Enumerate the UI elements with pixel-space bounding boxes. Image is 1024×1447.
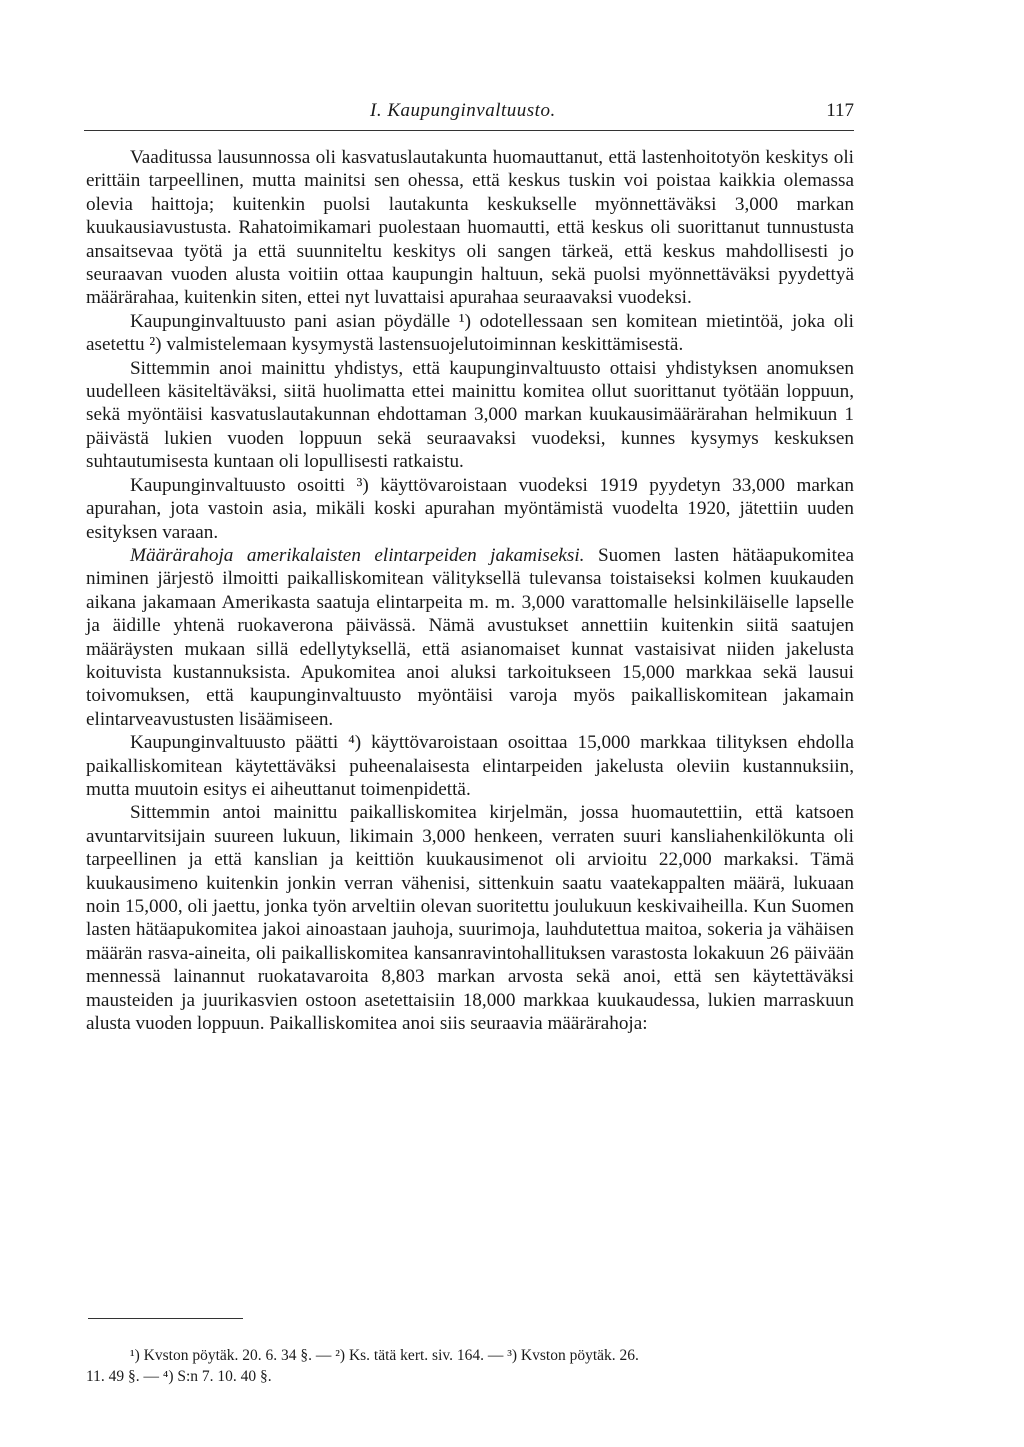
paragraph: Kaupunginvaltuusto osoitti ³) käyttövaroistaan vuodeksi 1919 pyydetyn 33,000 markan apurahan, jota vastoin asia, mikäli koski apurahan myöntämistä vuodelta 1920, jätettiin uuden esityksen varaan. <box>86 474 854 543</box>
section-heading: Määrärahoja amerikalaisten elintarpeiden jakamiseksi. <box>130 544 585 566</box>
footnotes <box>86 1345 876 1387</box>
paragraph-text: Suomen lasten hätäapukomitea niminen järjestö ilmoitti paikalliskomitean välityksellä tulevansa toistaiseksi kolmen kuukauden aikana jakamaan Amerikasta saatuja elintarpeita m. m. 3,000 varattomalle helsinkiläiselle lapselle ja äidille yhtenä ruokaverona päivässä. Nämä avustukset annettiin kuitenkin siitä saatujen määräysten mukaan sillä edellytyksellä, että asianomaiset kunnat vastaisivat niiden jakelusta koituvista kustannuksista. Apukomitea anoi aluksi tarkoitukseen 15,000 markkaa sekä lausui toivomuksen, että kaupunginvaltuusto myöntäisi varoja myös paikalliskomitean jakamain elintarveavustusten lisäämiseen. <box>86 544 854 730</box>
paragraph <box>86 544 854 731</box>
header-rule <box>84 130 854 131</box>
paragraph: Vaaditussa lausunnossa oli kasvatuslautakunta huomauttanut, että lastenhoitotyön keskitys oli erittäin tarpeellinen, mutta mainitsi sen ohessa, että keskus tuskin voi poistaa kaikkia olemassa olevia haittoja; kuitenkin puolsi lautakunta keskukselle myönnettäväksi 3,000 markan kuukausiavustusta. Rahatoimikamari puolestaan huomautti, että keskus oli suorittanut tunnustusta ansaitsevaa työtä ja että suunniteltu keskitys oli sangen tärkeä, että keskus mahdollisesti jo seuraavan vuoden alusta voitiin ottaa kaupungin haltuun, sekä puolsi myönnettäväksi pyydettyä määrärahaa, kuitenkin siten, ettei nyt luvattaisi apurahaa seuraavaksi vuodeksi. <box>86 147 854 309</box>
page-number: 117 <box>826 100 854 121</box>
paragraph: Sittemmin antoi mainittu paikalliskomitea kirjelmän, jossa huomautettiin, että katsoen avuntarvitsijain suureen lukuun, likimain 3,000 henkeen, verraten suuri kansliahenkilökunta oli tarpeellinen ja että kanslian ja keittiön kuukausimenot oli arvioitu 22,000 markaksi. Tämä kuukausimeno kuitenkin jonkin verran vähenisi, sittenkuin saatu vaatekappalten määrä, lukuaan noin 15,000, oli jaettu, jonka työn arveltiin olevan suoritettu joulukuun keskivaiheilla. Kun Suomen lasten hätäapukomitea jakoi ainoastaan jauhoja, suurimoja, lauhdutettua maitoa, sokeria ja vähäisen määrän rasva-aineita, oli paikalliskomitea kansanravintohallituksen varastosta lokakuun 26 päivään mennessä lainannut ruokatavaroita 8,803 markan arvosta sekä anoi, että sen käytettäväksi mausteiden ja juurikasvien ostoon asetettaisiin 18,000 markkaa kuukaudessa, lukien marraskuun alusta vuoden loppuun. Paikalliskomitea anoi siis seuraavia määrärahoja: <box>86 802 854 1035</box>
footnote-rule <box>88 1318 243 1319</box>
paragraph: Sittemmin anoi mainittu yhdistys, että kaupunginvaltuusto ottaisi yhdistyksen anomuksen uudelleen käsiteltäväksi, siitä huolimatta ettei mainittu komitea ollut suorittanut työtään loppuun, sekä myöntäisi kasvatuslautakunnan ehdottaman 3,000 markan kuukausimäärärahan helmikuun 1 päivästä lukien vuoden loppuun sekä seuraavaksi vuodeksi, kunnes kysymys keskuksen suhtautumisesta kuntaan oli lopullisesti ratkaistu. <box>86 357 854 473</box>
paragraph: Kaupunginvaltuusto päätti ⁴) käyttövaroistaan osoittaa 15,000 markkaa tilityksen ehdolla paikalliskomitean käytettäväksi puheenalaisesta elintarpeiden jakelusta oleviin kustannuksiin, mutta muutoin esitys ei aiheuttanut toimenpidettä. <box>86 732 854 800</box>
body-text <box>86 146 854 1035</box>
running-title: I. Kaupunginvaltuusto. <box>370 100 556 121</box>
paragraph: Kaupunginvaltuusto pani asian pöydälle ¹) odotellessaan sen komitean mietintöä, joka oli asetettu ²) valmistelemaan kysymystä lastensuojelutoiminnan keskittämisestä. <box>86 310 854 356</box>
footnote-line: ¹) Kvston pöytäk. 20. 6. 34 §. — ²) Ks. tätä kert. siv. 164. — ³) Kvston pöytäk. 26. <box>130 1347 639 1364</box>
footnote-line: 11. 49 §. — ⁴) S:n 7. 10. 40 §. <box>86 1368 272 1385</box>
page-header <box>84 100 854 130</box>
